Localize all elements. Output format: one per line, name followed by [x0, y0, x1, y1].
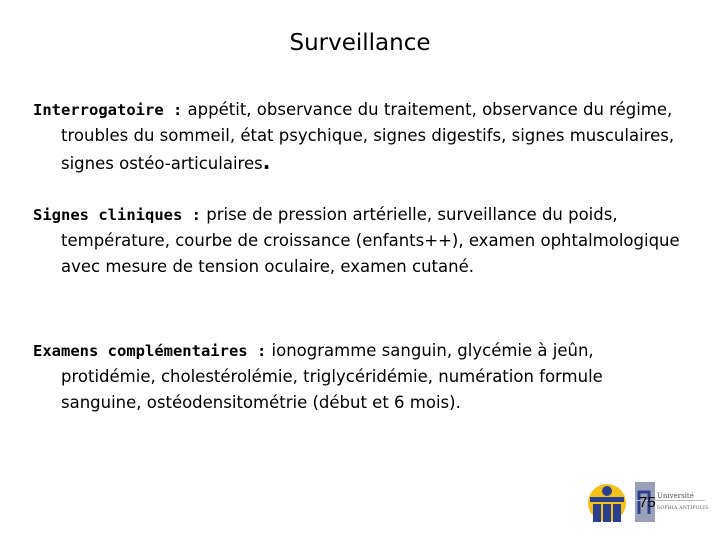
section-signes-cliniques	[33, 202, 683, 280]
section-text: prise de pression artérielle, surveillance du poids, température, courbe de croissance (enfants++), examen ophtalmologique avec mesure de tension oculaire, examen cutané.	[61, 205, 680, 276]
section-text: ionogramme sanguin, glycémie à jeûn, protidémie, cholestérolémie, triglycéridémie, numération formule sanguine, ostéodensitométrie (début et 6 mois).	[61, 341, 603, 412]
section-text: appétit, observance du traitement, observance du régime, troubles du sommeil, état psychique, signes digestifs, signes musculaires, signes ostéo-articulaires	[61, 100, 675, 173]
slide-title: Surveillance	[289, 30, 431, 56]
university-name: Université	[657, 492, 694, 500]
page-number: 75	[639, 494, 656, 511]
logo-group	[585, 478, 715, 528]
section-end: .	[262, 150, 271, 174]
section-term: Interrogatoire :	[33, 101, 183, 119]
section-term: Signes cliniques :	[33, 206, 201, 224]
section-examens-complementaires	[33, 338, 683, 416]
university-subtitle: SOPHIA ANTIPOLIS	[657, 506, 709, 511]
section-interrogatoire	[33, 97, 683, 177]
section-term: Examens complémentaires :	[33, 342, 267, 360]
institution-logo-icon	[585, 482, 629, 524]
